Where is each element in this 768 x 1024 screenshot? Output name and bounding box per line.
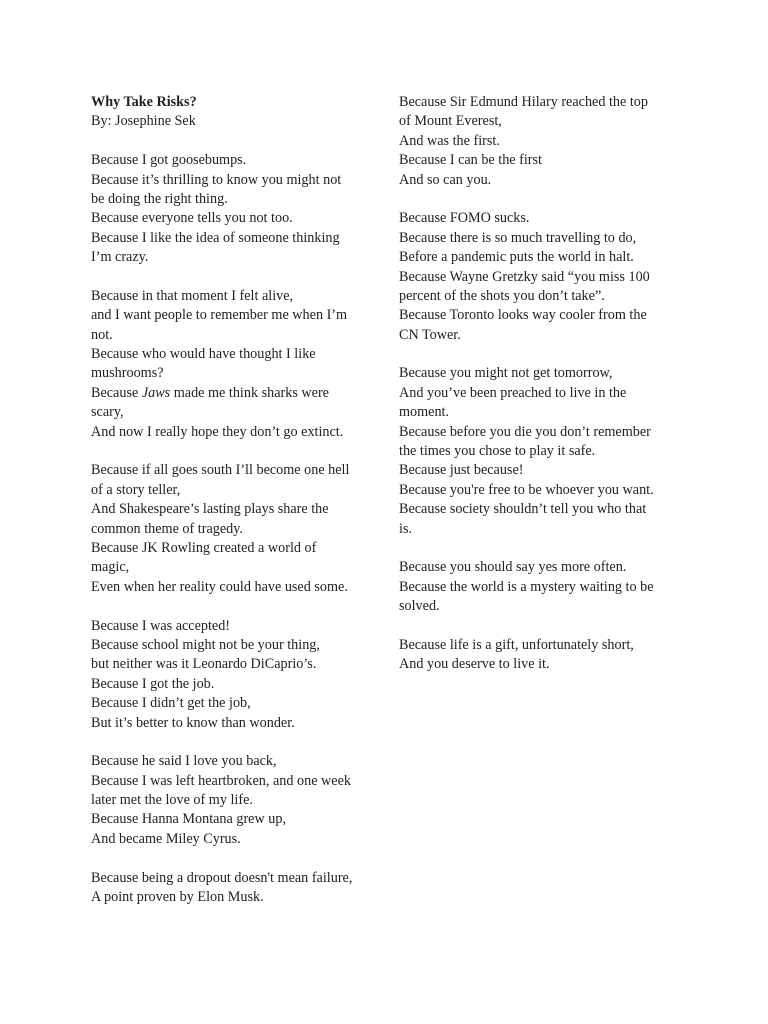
poem-line: Because he said I love you back, (91, 753, 277, 770)
poem-byline: By: Josephine Sek (91, 113, 196, 130)
stanza-break (399, 539, 689, 558)
poem-line: And Shakespeare’s lasting plays share the (91, 501, 329, 518)
poem-line: Because I got goosebumps. (91, 152, 247, 169)
poem-line: Because I didn’t get the job, (91, 695, 251, 712)
poem-line: Because being a dropout doesn't mean failure, (91, 869, 353, 886)
poem-line: Because I was accepted! (91, 617, 231, 634)
poem-line: solved. (399, 598, 440, 615)
poem-line: magic, (91, 559, 130, 576)
poem-title: Why Take Risks? (91, 94, 197, 110)
poem-line: Because it’s thrilling to know you might not (91, 171, 342, 188)
stanza-break (399, 345, 689, 364)
stanza-break (91, 849, 381, 868)
jaws-line-post: made me think sharks were (170, 384, 329, 401)
poem-line: moment. (399, 404, 450, 421)
poem-line: percent of the shots you don’t take”. (399, 287, 605, 304)
poem-line: Because if all goes south I’ll become one hell (91, 462, 350, 479)
poem-line: Because I like the idea of someone thinking (91, 229, 340, 246)
poem-left-column (91, 93, 381, 907)
poem-line: CN Tower. (399, 326, 461, 343)
poem-line: Because who would have thought I like (91, 346, 316, 363)
poem-line: but neither was it Leonardo DiCaprio’s. (91, 656, 317, 673)
poem-line: be doing the right thing. (91, 190, 228, 207)
poem-right-column (399, 93, 689, 675)
stanza-break (91, 132, 381, 151)
stanza-break (399, 190, 689, 209)
poem-line: Because Wayne Gretzky said “you miss 100 (399, 268, 650, 285)
poem-line: later met the love of my life. (91, 792, 253, 809)
poem-line: Because there is so much travelling to do, (399, 229, 637, 246)
poem-line: Because Toronto looks way cooler from the (399, 307, 647, 324)
jaws-title-italic: Jaws (141, 384, 171, 401)
poem-line: common theme of tragedy. (91, 520, 243, 537)
poem-line: Because I got the job. (91, 675, 215, 692)
poem-line: Because you're free to be whoever you want. (399, 481, 654, 498)
jaws-line-pre: Because (91, 384, 142, 401)
poem-line: Because I was left heartbroken, and one week (91, 772, 351, 789)
poem-line: Because JK Rowling created a world of (91, 539, 317, 556)
poem-line: Because in that moment I felt alive, (91, 287, 294, 304)
poem-line: Because Sir Edmund Hilary reached the top (399, 94, 648, 110)
poem-line: is. (399, 520, 413, 537)
poem-line: And became Miley Cyrus. (91, 830, 241, 847)
poem-line: And now I really hope they don’t go extinct. (91, 423, 344, 440)
poem-line: Because FOMO sucks. (399, 210, 530, 227)
poem-line: Because you should say yes more often. (399, 559, 627, 576)
poem-line: A point proven by Elon Musk. (91, 889, 264, 906)
poem-line: Because I can be the first (399, 152, 542, 169)
poem-line: And you deserve to live it. (399, 656, 550, 673)
poem-line: not. (91, 326, 113, 343)
poem-line: And was the first. (399, 132, 500, 149)
stanza-break (91, 733, 381, 752)
stanza-break (91, 268, 381, 287)
poem-line: I’m crazy. (91, 249, 149, 266)
poem-line: Because everyone tells you not too. (91, 210, 293, 227)
poem-line: Because life is a gift, unfortunately short, (399, 636, 634, 653)
poem-line: Even when her reality could have used some. (91, 578, 348, 595)
stanza-break (91, 597, 381, 616)
poem-line: the times you chose to play it safe. (399, 443, 596, 460)
poem-line: mushrooms? (91, 365, 164, 382)
poem-line: Because you might not get tomorrow, (399, 365, 613, 382)
poem-line: Before a pandemic puts the world in halt. (399, 249, 634, 266)
poem-line: Because school might not be your thing, (91, 636, 320, 653)
stanza-break (91, 442, 381, 461)
poem-line: scary, (91, 404, 124, 421)
poem-line: Because just because! (399, 462, 524, 479)
poem-line: and I want people to remember me when I’m (91, 307, 348, 324)
poem-line: of Mount Everest, (399, 113, 502, 130)
poem-line-jaws (91, 384, 381, 403)
poem-line: Because the world is a mystery waiting to be (399, 578, 654, 595)
poem-line: And you’ve been preached to live in the (399, 384, 627, 401)
poem-line: And so can you. (399, 171, 492, 188)
poem-line: of a story teller, (91, 481, 181, 498)
poem-line: But it’s better to know than wonder. (91, 714, 295, 731)
stanza-break (399, 617, 689, 636)
poem-line: Because society shouldn’t tell you who that (399, 501, 647, 518)
poem-line: Because before you die you don’t remember (399, 423, 651, 440)
poem-line: Because Hanna Montana grew up, (91, 811, 287, 828)
